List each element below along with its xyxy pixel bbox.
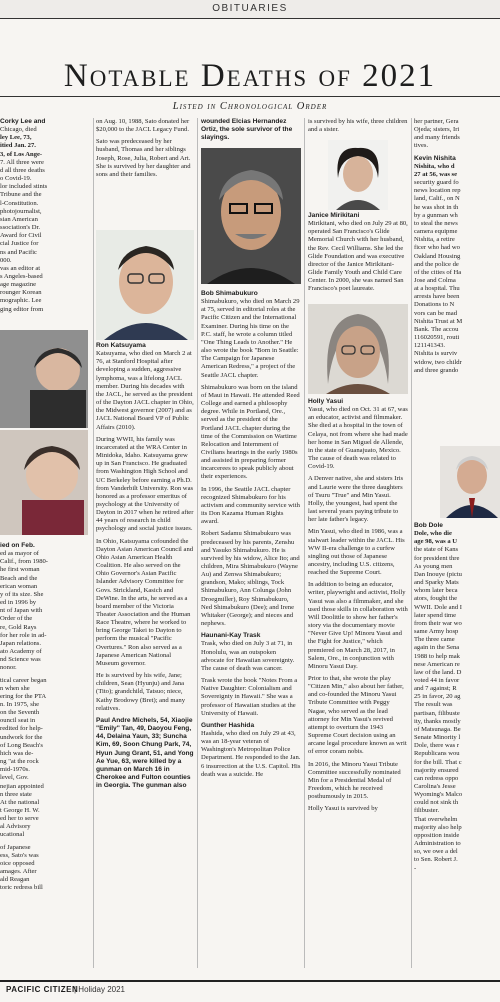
name-haunani-kay-trask: Haunani-Kay Trask <box>201 632 261 640</box>
name-ron-katsuyama: Ron Katsuyama <box>96 342 146 349</box>
edition-label: | Holiday 2021 <box>74 985 125 994</box>
page-footer <box>0 980 500 1002</box>
column-5: her partner, Gera Ojeda; sisters, Iri and many friends tives. Kevin Nishita Nishita, who d 27 at 56, was se security guard fo news location rep land, Calif., on N he was shot in th by a gunman wh to steal the news camera equipme Nishita, a retire ficer who had wo Oakland Housing and the police de of the cities of Ha Jose and Colma at a hospital. Thu arrests have been Donations to N vors can be mad Nishita Trust at M Bank. The accou 116020591, routi 121141343. Nishita is surviv widow, two childr and three grando <box>414 118 500 379</box>
column-divider <box>197 118 198 968</box>
column-3-lower: Bob Shimabukuro Shimabukuro, who died on March 29 at 75, served in editorial roles at the Pacific Citizen and the International Examiner. During his time on the P.C. staff, he wrote a column titled "One Thing Leads to Another." He also wrote the book "Born in Seattle: The Campaign for Japanese American Redress," a project of the Seattle JACL chapter. Shimabukuro was born on the island of Maui in Hawaii. He attended Reed College and earned a philosophy degree. While in Portland, Ore., served as the president of the Portland JACL chapter during the time of the Commission on Wartime Relocation and Internment of Civilians hearings in the early 1980s and assisted in preparing former incarcerees to speak publicly about their experiences. In 1996, the Seattle JACL chapter recognized Shimabukuro for his activism and community service with its Don Kazama Human Rights award. Robert Sadamu Shimabukuro was predeceased by his parents, Zenshu and Yasuko Shimabukuro. He is survived by his widow, Alice Ito; and children, Mira Shimabukuro (Wayne Au) and Zenwa Shimabukuro; grandson, Mako; siblings, Tock Shimabukuro, Ann Colunga (John Droegmiller), Roy Shimabukuro, Ned Shimabukuro (Dee); and Irene Whitaker (George); and nieces and nephews. Haunani-Kay Trask Trask, who died on July 3 at 71, in Honolulu, was an outspoken advocate for Hawaiian sovereignty. The cause of death was cancer. Trask wrote the book "Notes From a Native Daughter: Colonialism and Sovereignty in Hawaii." She was a professor of Hawaiian studies at the University of Hawaii. Gunther Hashida Hashida, who died on July 29 at 43, was an 18-year veteran of Washington's Metropolitan Police Department. He responded to the Jan. 6 insurrection at the U.S. Capitol. His death was a suicide. He <box>201 290 301 778</box>
column-divider <box>304 118 305 968</box>
name-gunther-hashida: Gunther Hashida <box>201 721 255 729</box>
header-rule-top <box>0 18 500 19</box>
name-bob-dole: Bob Dole <box>414 522 443 529</box>
column-5-lower: Bob Dole Dole, who die age 98, was a U the state of Kans for president thre As young men Dan Inouye (pictu and Sparky Mats whom later beca ators, fought the WWII. Dole and I later spend time from their war wo same Army hosp The three came again in the Sena 1988 to help mak nese American re law of the land. D voted 44 in favor and 7 against; R 25 in favor, 20 ag The result was partisan, filibuste ity, thanks mostly of Matsunaga. Be Senate Minority l Dole, there was r Republicans wou for the bill. That c majority ensured can redress oppo Carolina's Jesse Wyoming's Malco could not sink th filibuster. That overwhelm majority also help opposition inside Administration to so, we owe a del to Sen. Robert J. - <box>414 522 500 877</box>
column-4-lower: Holly Yasui Yasui, who died on Oct. 31 at 67, was an educator, activist and filmmaker. She died at a hospital in the town of Celaya, not from where she had made her home in San Miguel de Allende, in the state of Guanajuato, Mexico. The cause of death was related to Covid-19. A Denver native, she and sisters Iris and Laurie were the three daughters of Tsuru "True" and Min Yasui. Holly, the youngest, had spent the last several years paying tribute to her late father's legacy. Min Yasui, who died in 1986, was a stalwart leader within the JACL. His WW II-era challenge to a curfew singling out those of Japanese ancestry, including U.S. citizens, reached the Supreme Court. In addition to being an educator, writer, playwright and activist, Holly Yasui was also a filmmaker, and she used those skills in collaboration with Will Doolittle to show her father's story via the documentary movie "Never Give Up! Minoru Yasui and the Fight for Justice," which premiered on March 28, 2017, in Salem, Ore., in conjunction with Minoru Yasui Day. Prior to that, she wrote the play "Citizen Min," also about her father, and co-founded the Minoru Yasui Tribute Committee with Peggy Nagae, who served as the lead attorney for Min Yasui's revived attempt to overturn the 1943 Supreme Court decision using an arcane legal procedure known as writ of error coram nobis. In 2016, the Minoru Yasui Tribute Committee successfully nominated Min for a Presidential Medal of Freedom, which he received posthumously in 2015. Holly Yasui is survived by <box>308 398 408 813</box>
publication-logo: PACIFIC CITIZEN <box>6 985 79 994</box>
column-2: on Aug. 10, 1988, Sato donated her $20,000 to the JACL Legacy Fund. Sato was predeceased by her husband, Thomas and her siblings Joseph, Rose, Julia, Robert and Art. She is survived by her daughter and sons and their families. <box>96 118 191 178</box>
photo-lee-portraits <box>0 330 88 535</box>
column-2-lower: Ron Katsuyama Katsuyama, who died on March 2 at 76, at Stanford Hospital after developing a sudden, aggressive lymphoma, was a lifelong JACL member. During his decades with the JACL, he served as the president of the Dayton JACL chapter in Ohio, the Midwest governor (2007) and as JACL National Board VP of Public Affairs (2010). During WWII, his family was incarcerated at the WRA Center in Minidoka, Idaho. Katsuyama grew up in San Francisco. He graduated from Washington High School and UC Berkeley before earning a Ph.D. from Vanderbilt University. Ron was honored as a professor emeritus of psychology at the University of Dayton in 2017 when he retired after 44 years of research in child psychology and social justice issues. In Ohio, Katsuyama cofounded the Dayton Asian American Council and Ohio Asian American Health Coalition. He also served on the Ohio Governor's Asian Pacific Islander Advisory Committee for Govs. Strickland, Kasich and DeWine. In the arts, he served as a board member of the Victoria Theater Association and the Human Race Theatre, where he worked to bring George Takei to Dayton to perform the musical "Pacific Overtures." Ron also served as a Japanese American National Museum governor. He is survived by his wife, Jane; children, Sean (Hyunju) and Jana (Tito); grandchild, Tatsuo; niece, Kathy Brodowy (Bret); and many relatives. Paul Andre Michels, 54, Xiaojie "Emily" Tan, 49, Daoyou Feng, 44, Delaina Yaun, 33; Suncha Kim, 69, Soon Chung Park, 74, Hyun Jung Grant, 51, and Yong Ae Yue, 63, were killed by a gunman on March 16 in Cherokee and Fulton counties in Georgia. The gunman also <box>96 342 194 790</box>
header-rule-bottom <box>0 96 500 97</box>
photo-janice-mirikitani <box>328 140 388 210</box>
name-corky-lee: Corky Lee and <box>0 118 46 125</box>
column-divider <box>93 118 94 968</box>
column-3: wounded Elcias Hernandez Ortiz, the sole survivor of the slayings. <box>201 118 293 142</box>
photo-bob-shimabukuro <box>201 148 301 284</box>
column-divider <box>411 118 412 968</box>
name-kevin-nishita: Kevin Nishita <box>414 154 456 162</box>
name-bob-shimabukuro: Bob Shimabukuro <box>201 290 258 297</box>
page-title: Notable Deaths of 2021 <box>63 58 437 94</box>
column-1: Corky Lee and Chicago, died ley Lee, 73, itied Jan. 27. 3, of Los Ange- 7. All three were d all three deaths o Covid-19. lor included stints Tribune and the l-Constitution. photojournalist, sian American ssociation's Dr. Award for Civil cial Justice for ns and Pacific 000. vas an editor at s Angeles-based age magazine rounger Korean mographic. Lee ging editor from <box>0 118 90 318</box>
name-janice-mirikitani: Janice Mirikitani <box>308 212 360 219</box>
name-holly-yasui: Holly Yasui <box>308 398 344 405</box>
column-4-mid: Janice Mirikitani Mirikitani, who died on July 29 at 80, operated San Francisco's Glide Memorial Church with her husband, the Rev. Cecil Williams. She led the Glide Foundation and was executive director of the Janice Mirikitani-Glide Family Youth and Child Care Center. In 2000, she was named San Francisco's poet laureate. <box>308 212 408 293</box>
section-kicker: OBITUARIES <box>212 3 288 14</box>
photo-holly-yasui <box>308 304 408 394</box>
column-1-lower: ied on Feb. ed as mayor of Calif., from 1980- he first woman Beach and the erican woman y of its size. She ed in 1996 by nt of Japan with Order of the re, Gold Rays for her role in ad- Japan relations. ato Academy of nd Science was nonor. tical career began n when she ering for the PTA n. In 1975, she on the Seventh ouncil seat in redited for help- undwork for the of Long Beach's hich was de- ng "at the rock mid-1970s. level, Gov. nejian appointed n three state At the national t George H. W. ed her to serve al Advisory ucational of Japanese ess, Sato's was oice opposed amages. After ald Reagan toric redress bill <box>0 542 48 892</box>
photo-bob-dole <box>440 446 500 518</box>
photo-ron-katsuyama <box>96 230 194 340</box>
column-4: is survived by his wife, three children and a sister. <box>308 118 408 134</box>
page-subtitle: Listed in Chronological Order <box>172 101 328 112</box>
